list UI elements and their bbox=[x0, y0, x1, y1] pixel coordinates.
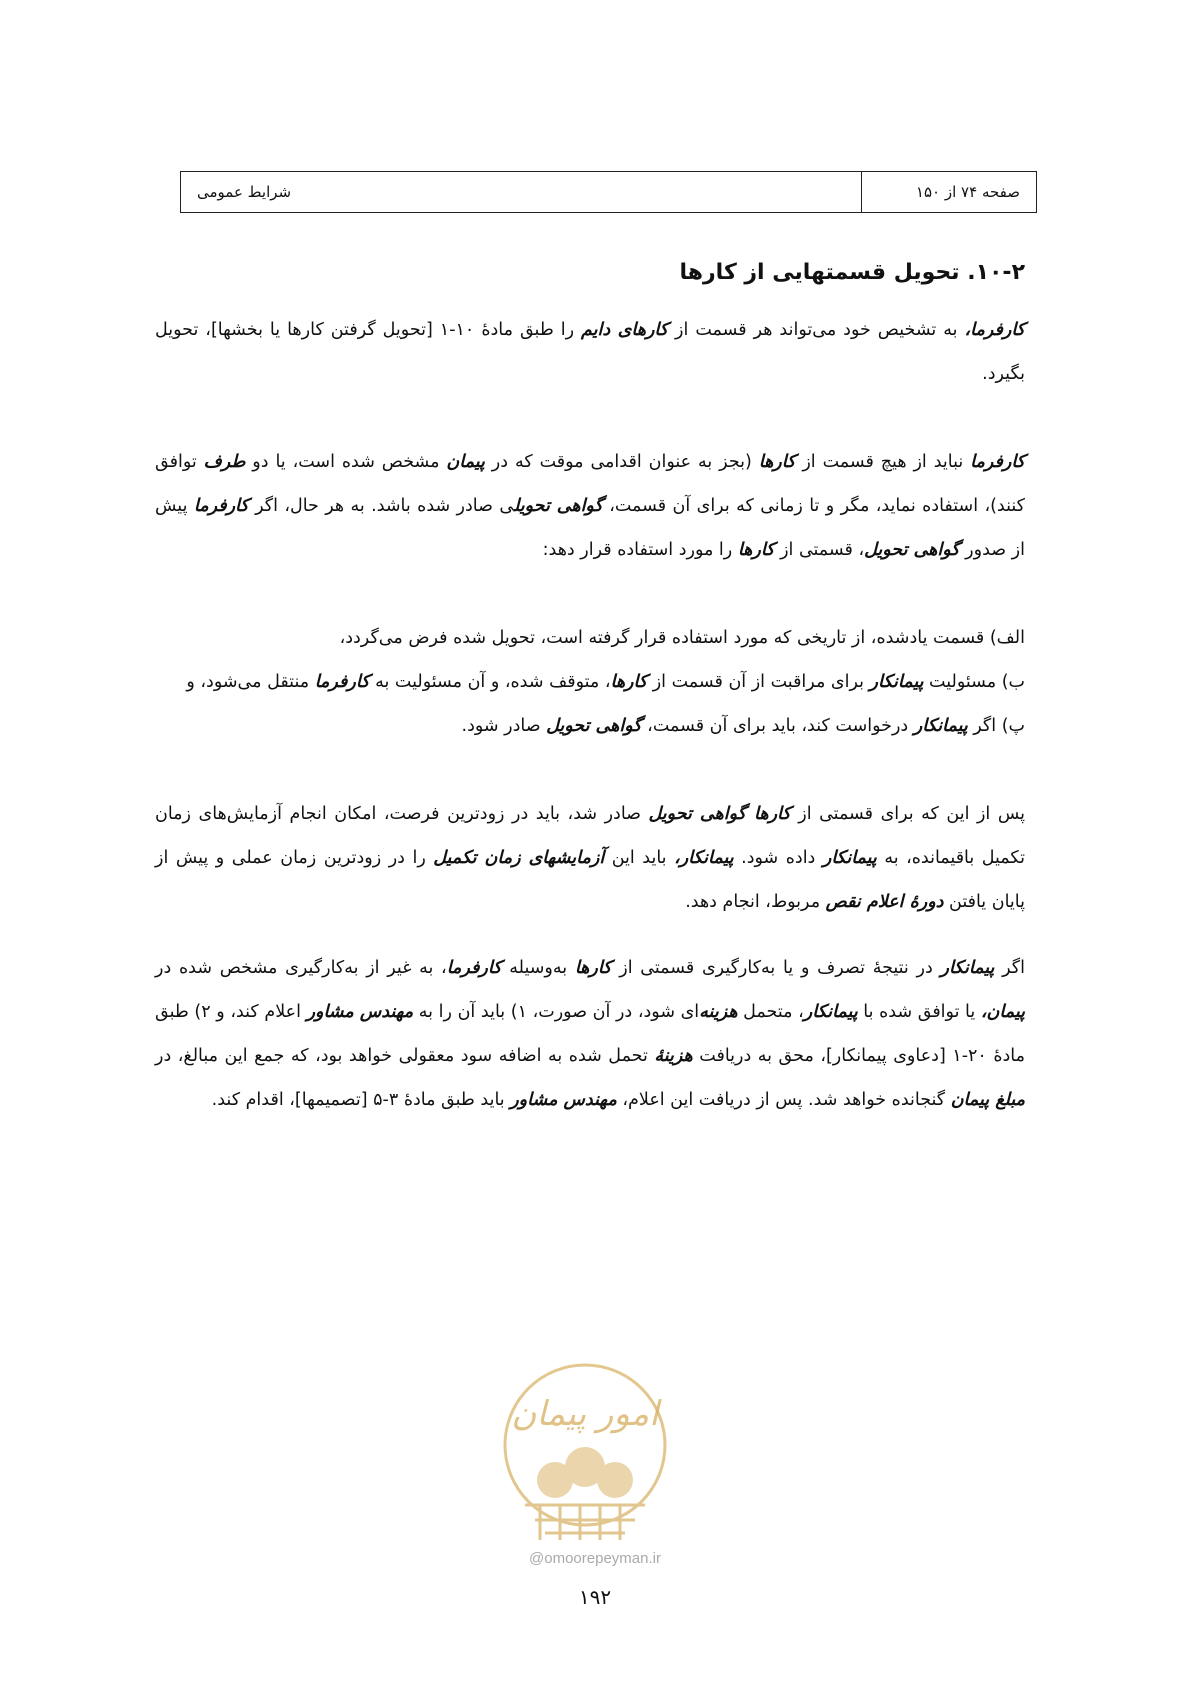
text-run: منتقل می‌شود، و bbox=[186, 672, 315, 692]
defined-term: کارها bbox=[758, 452, 796, 472]
list-item-b bbox=[155, 660, 1025, 704]
text-run: را در زودترین زمان عملی و پیش از پایان یافتن bbox=[155, 848, 1025, 912]
text-run: صادر شود. bbox=[461, 716, 547, 736]
defined-term: گواهی تحویل bbox=[546, 716, 642, 736]
defined-term: پیمانکار bbox=[940, 958, 995, 978]
body-text bbox=[155, 258, 1025, 1122]
text-run: ، متحمل bbox=[737, 1002, 804, 1022]
text-run: ، به غیر از به‌کارگیری مشخص شده در bbox=[155, 958, 447, 978]
defined-term: پیمانکار، bbox=[674, 848, 734, 868]
defined-term: کارفرما، bbox=[964, 320, 1025, 340]
defined-term: دورهٔ اعلام نقص bbox=[825, 892, 944, 912]
watermark-logo-icon bbox=[485, 1355, 685, 1555]
text-run: اعلام کند، و ۲) طبق مادهٔ ۲۰-۱ [دعاوی پیمانکار]، محق به دریافت bbox=[155, 1002, 1026, 1066]
text-run: داده شود. bbox=[733, 848, 823, 868]
text-run: باید این bbox=[604, 848, 675, 868]
text-run: به‌وسیله bbox=[501, 958, 575, 978]
defined-term: طرف bbox=[203, 452, 246, 472]
page-header bbox=[180, 171, 1037, 213]
text-run: تحمل شده به اضافه سود معقولی خواهد بود، که جمع این مبالغ، در bbox=[155, 1046, 655, 1066]
defined-term: گواهی تحویل bbox=[864, 540, 960, 560]
defined-term: کارفرما bbox=[446, 958, 502, 978]
text-run: صادر شد، باید در زودترین فرصت، امکان انجام آزمایش‌های زمان تکمیل باقیمانده، به bbox=[155, 804, 1025, 868]
text-run: درخواست کند، باید برای آن قسمت، bbox=[641, 716, 914, 736]
defined-term: پیمانکار bbox=[822, 848, 877, 868]
text-run: را مورد استفاده قرار دهد: bbox=[542, 540, 738, 560]
defined-term: پیمان، bbox=[980, 1002, 1025, 1022]
text-run: برای مراقبت از آن قسمت از bbox=[647, 672, 870, 692]
list-item-a bbox=[155, 616, 1025, 660]
text-run: (بجز به عنوان اقدامی موقت که در bbox=[484, 452, 759, 472]
text-run: به تشخیص خود می‌تواند هر قسمت از bbox=[668, 320, 965, 340]
text-run: ، متوقف شده، و آن مسئولیت به bbox=[369, 672, 611, 692]
defined-term: هزینه bbox=[699, 1002, 738, 1022]
defined-term: کارفرما bbox=[193, 496, 249, 516]
paragraph-2 bbox=[155, 440, 1025, 572]
defined-term: کارها bbox=[574, 958, 612, 978]
text-run: گنجانده خواهد شد. پس از دریافت این اعلام، bbox=[616, 1090, 951, 1110]
watermark-site: @omoorepeyman.ir bbox=[529, 1550, 661, 1567]
text-run: را طبق مادهٔ ۱۰-۱ [تحویل گرفتن کارها یا بخشها]، تحویل بگیرد. bbox=[155, 320, 1025, 384]
text-run: پس از این که برای قسمتی از bbox=[790, 804, 1026, 824]
document-title: شرایط عمومی bbox=[197, 183, 292, 201]
defined-term: پیمان bbox=[446, 452, 485, 472]
paragraph-1 bbox=[155, 308, 1025, 396]
defined-term: مهندس مشاور bbox=[510, 1090, 617, 1110]
text-run: مشخص شده است، یا دو bbox=[245, 452, 447, 472]
section-heading: ۱۰-۲. تحویل قسمتهایی از کارها bbox=[679, 260, 1025, 285]
defined-term: کارها bbox=[610, 672, 648, 692]
logo-text: امور پیمان bbox=[511, 1394, 659, 1434]
text-run: پ) اگر bbox=[967, 716, 1025, 736]
text-run: الف) قسمت یادشده، از تاریخی که مورد استفاده قرار گرفته است، تحویل شده فرض می‌گردد، bbox=[339, 628, 1025, 648]
defined-term: کارهای دایم bbox=[581, 320, 669, 340]
text-run: پیش از صدور bbox=[155, 496, 1025, 560]
defined-term: آزمایشهای زمان تکمیل bbox=[433, 848, 605, 868]
page-counter: صفحه ۷۴ از ۱۵۰ bbox=[861, 172, 1036, 212]
paragraph-4 bbox=[155, 946, 1025, 1122]
defined-term: گواهی تحویل bbox=[513, 496, 603, 516]
defined-term: مهندس مشاور bbox=[306, 1002, 414, 1022]
defined-term: پیمانکار bbox=[869, 672, 924, 692]
paragraph-3 bbox=[155, 792, 1025, 924]
text-run: یا توافق شده با bbox=[857, 1002, 981, 1022]
text-run: نباید از هیچ قسمت از bbox=[795, 452, 971, 472]
text-run: مربوط، انجام دهد. bbox=[685, 892, 826, 912]
text-run: ب) مسئولیت bbox=[923, 672, 1025, 692]
text-run: در نتیجهٔ تصرف و یا به‌کارگیری قسمتی از bbox=[611, 958, 941, 978]
defined-term: کارفرما bbox=[314, 672, 370, 692]
defined-term: کارفرما bbox=[970, 452, 1025, 472]
defined-term: کارها گواهی تحویل bbox=[648, 804, 791, 824]
text-run: ، قسمتی از bbox=[774, 540, 865, 560]
list-item-c bbox=[155, 704, 1025, 748]
page-number: ۱۹۲ bbox=[578, 1585, 612, 1609]
text-run: توافق کنند)، استفاده نماید، مگر و تا زمانی که برای آن قسمت، bbox=[155, 452, 1026, 516]
defined-term: پیمانکار bbox=[803, 1002, 858, 1022]
defined-term: کارها bbox=[737, 540, 775, 560]
text-run: اگر bbox=[994, 958, 1025, 978]
defined-term: مبلغ پیمان bbox=[950, 1090, 1025, 1110]
defined-term: هزینهٔ bbox=[654, 1046, 693, 1066]
text-run: ‌ای شود، در آن صورت، ۱) باید آن را به bbox=[413, 1002, 700, 1022]
text-run: باید طبق مادهٔ ۳-۵ [تصمیمها]، اقدام کند. bbox=[211, 1090, 511, 1110]
defined-term: پیمانکار bbox=[913, 716, 968, 736]
text-run: ی صادر شده باشد. به هر حال، اگر bbox=[248, 496, 514, 516]
